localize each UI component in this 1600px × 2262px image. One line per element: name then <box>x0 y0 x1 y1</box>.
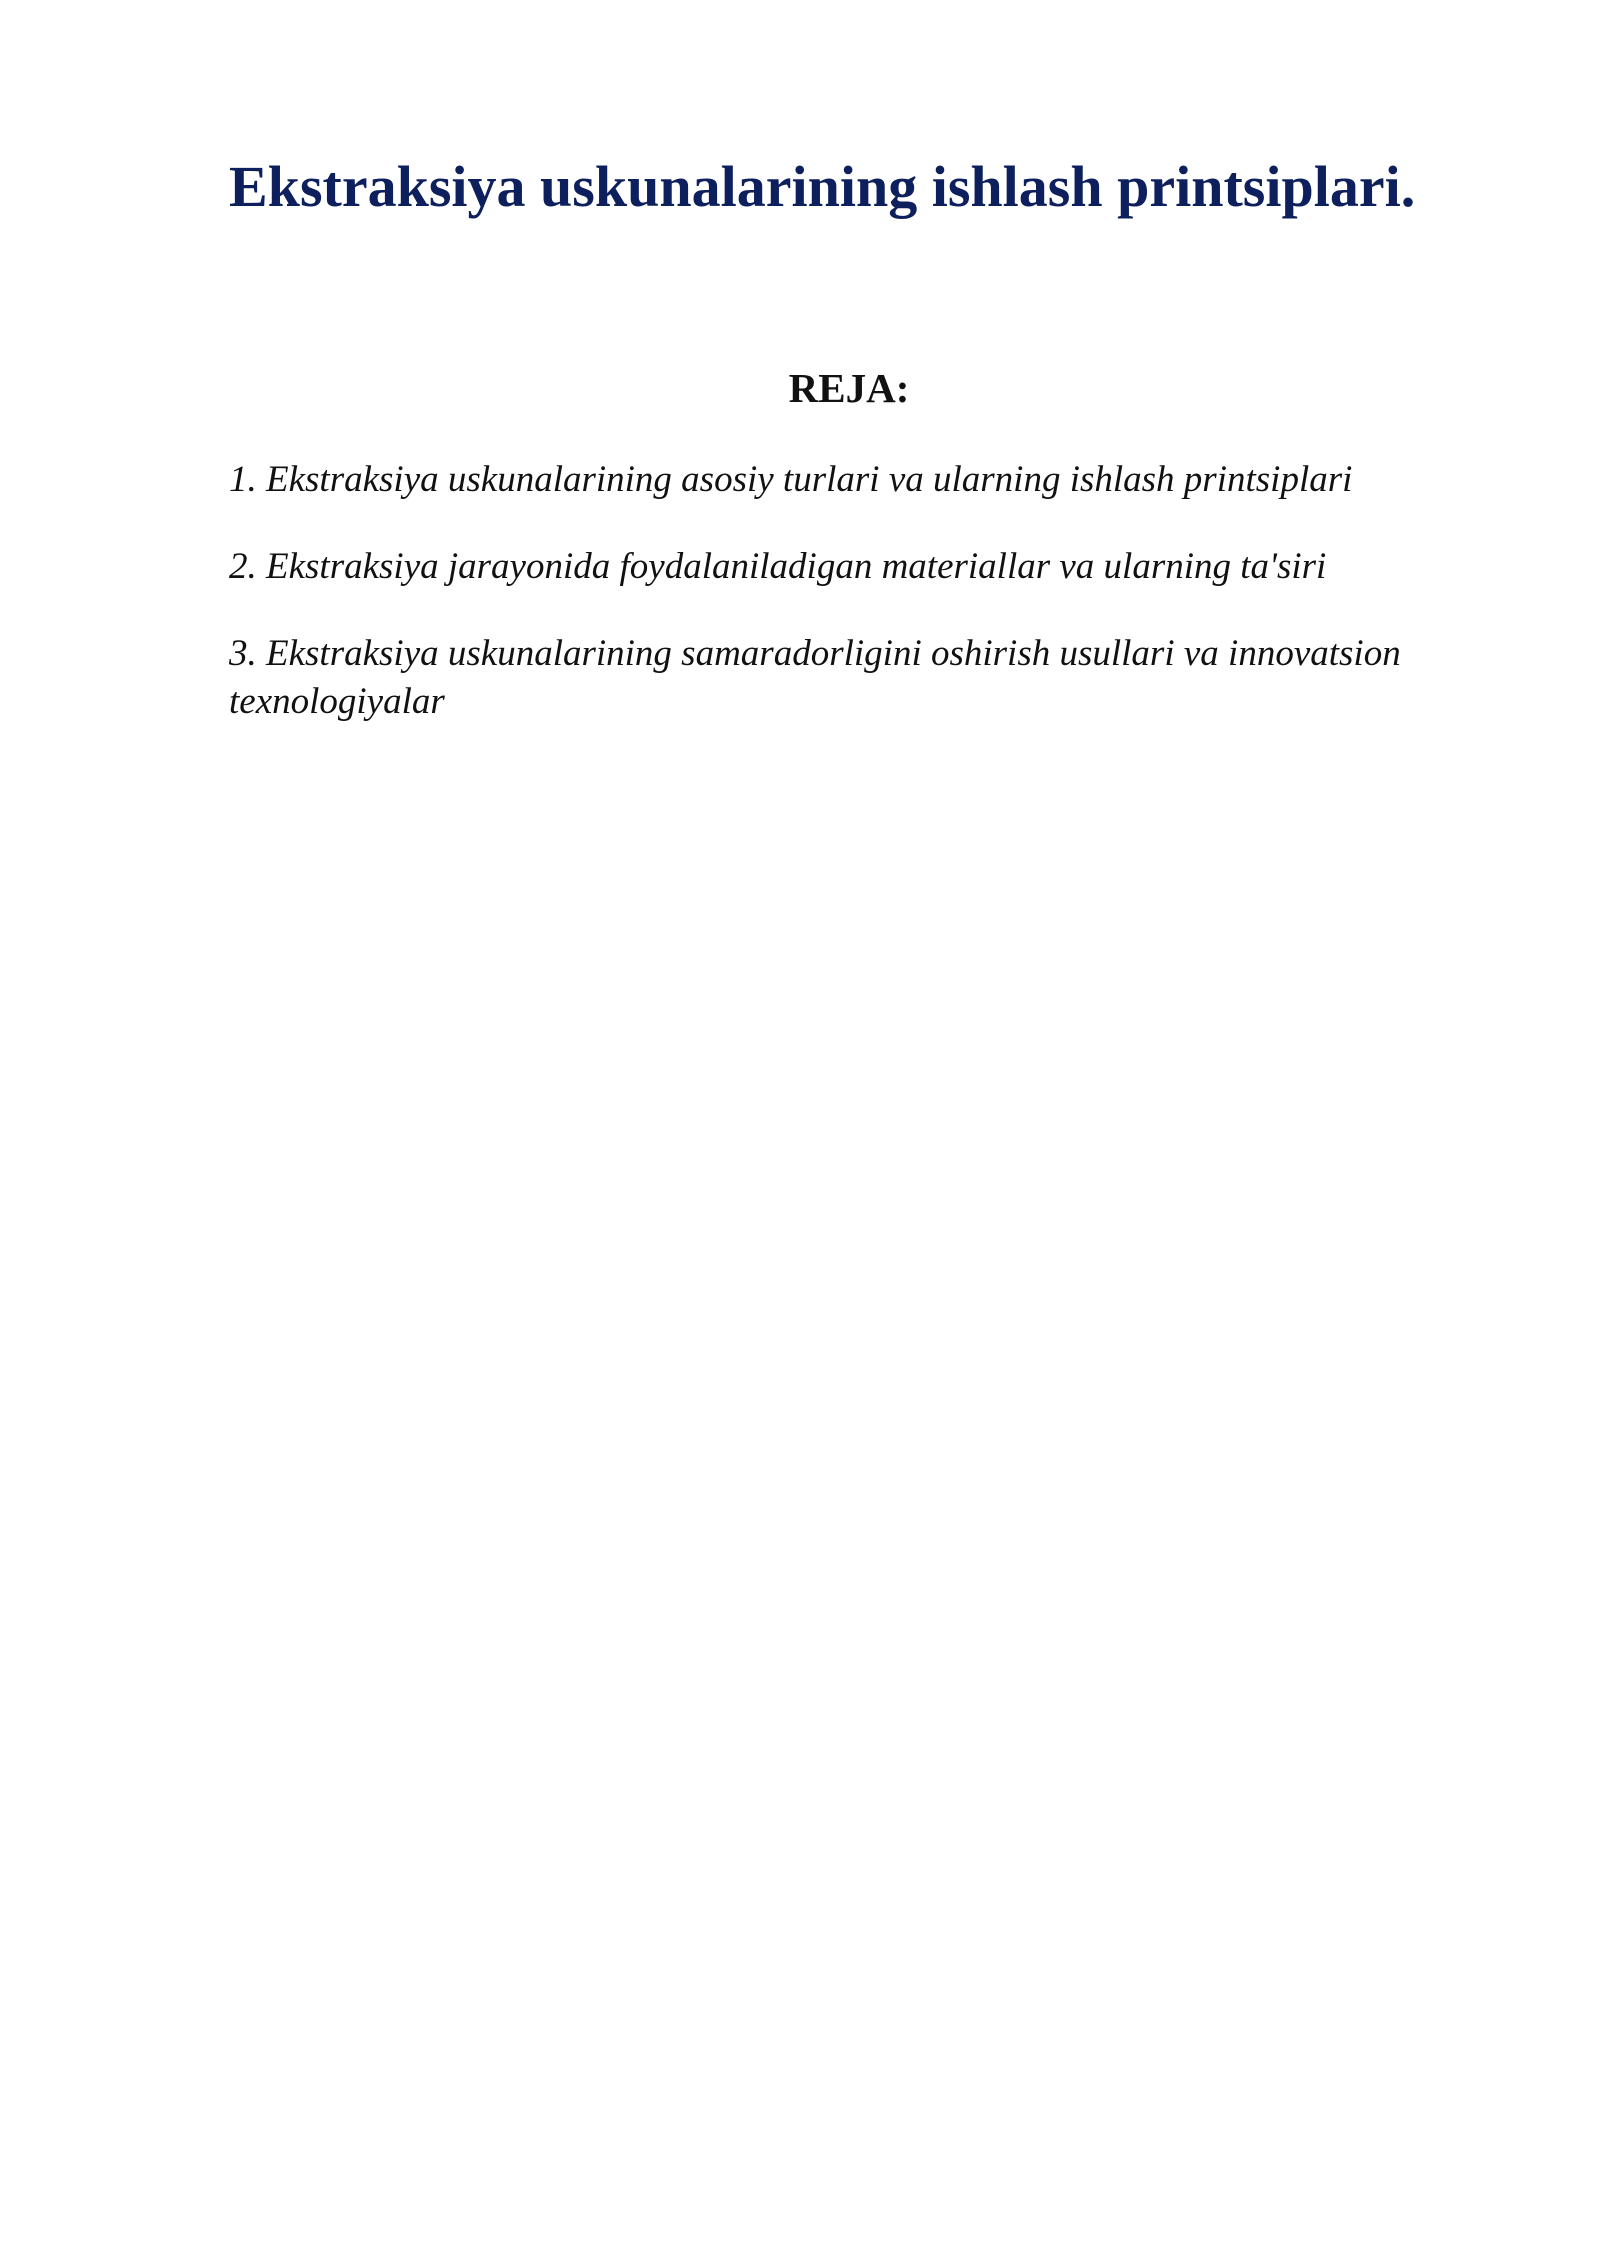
plan-item-1: 1. Ekstraksiya uskunalarining asosiy turlari va ularning ishlash printsiplari <box>229 459 1353 500</box>
plan-list <box>229 456 1469 765</box>
plan-item-2: 2. Ekstraksiya jarayonida foydalaniladigan materiallar va ularning ta'siri <box>229 546 1327 587</box>
document-title: Ekstraksiya uskunalarining ishlash printsiplari. <box>229 154 1416 219</box>
plan-heading: REJA: <box>788 365 910 411</box>
plan-item-3: 3. Ekstraksiya uskunalarining samaradorligini oshirish usullari va innovatsion texnologiyalar <box>229 633 1401 722</box>
